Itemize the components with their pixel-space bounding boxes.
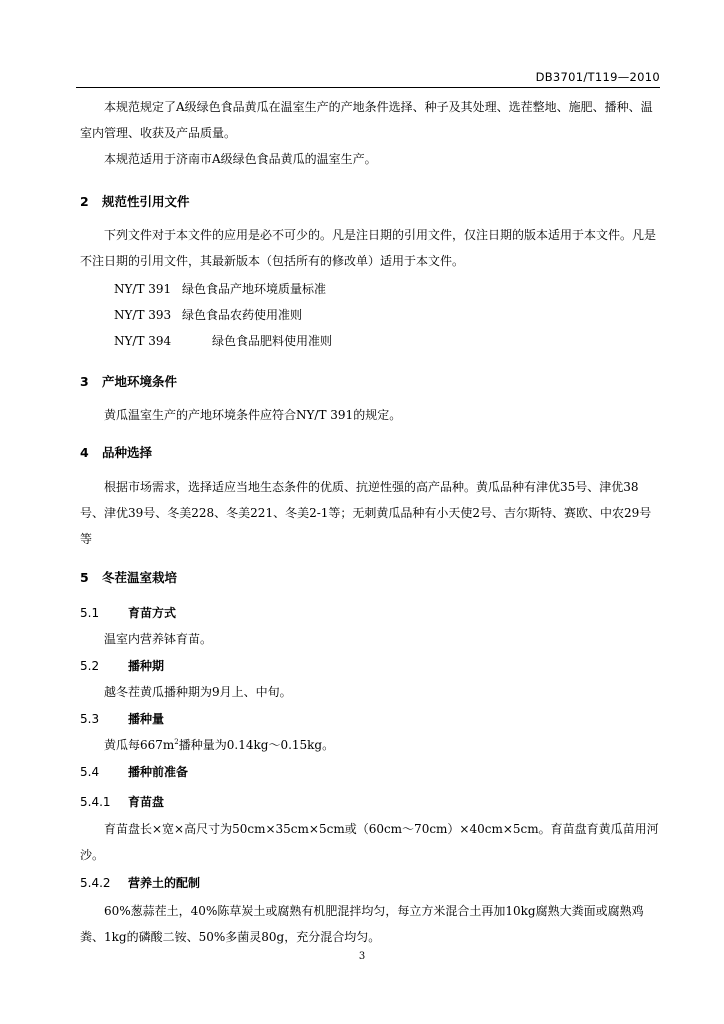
section-title: 冬茬温室栽培	[102, 570, 178, 585]
subsection-title: 播种量	[128, 712, 165, 726]
subsection-number: 5.2	[80, 659, 100, 673]
section-number: 5	[80, 570, 89, 585]
section-3-heading	[80, 372, 177, 390]
subsection-5-1-paragraph: 温室内营养钵育苗。	[104, 632, 213, 646]
header-rule	[76, 87, 660, 88]
section-2-heading	[80, 192, 190, 210]
subsection-5-3-heading	[80, 710, 164, 727]
subsection-5-4-1-heading	[80, 793, 164, 810]
subsection-number: 5.3	[80, 712, 100, 726]
subsection-5-4-heading	[80, 763, 188, 780]
subsection-5-2-paragraph: 越冬茬黄瓜播种期为9月上、中旬。	[104, 685, 292, 699]
section-3-paragraph: 黄瓜温室生产的产地环境条件应符合NY/T 391的规定。	[104, 408, 402, 422]
reference-title: 绿色食品农药使用准则	[182, 308, 303, 322]
subsection-title: 育苗方式	[128, 606, 177, 620]
section-title: 产地环境条件	[102, 374, 178, 389]
section-4-heading	[80, 443, 152, 461]
reference-item	[114, 306, 302, 323]
page-number: 3	[358, 951, 366, 962]
subsection-title: 播种前准备	[128, 765, 189, 779]
scope-paragraph-2: 本规范适用于济南市A级绿色食品黄瓜的温室生产。	[104, 152, 377, 166]
subsection-title: 育苗盘	[128, 795, 165, 809]
scope-paragraph-1: 本规范规定了A级绿色食品黄瓜在温室生产的产地条件选择、种子及其处理、选茬整地、施肥、播种、温室内管理、收获及产品质量。	[80, 100, 653, 140]
text-run: 黄瓜每667m	[104, 738, 175, 752]
subsection-5-4-2-heading	[80, 874, 200, 891]
section-number: 4	[80, 445, 89, 460]
section-number: 3	[80, 374, 89, 389]
section-2-paragraph: 下列文件对于本文件的应用是必不可少的。凡是注日期的引用文件，仅注日期的版本适用于本文件。凡是不注日期的引用文件，其最新版本（包括所有的修改单）适用于本文件。	[80, 228, 657, 268]
reference-code: NY/T 394	[114, 334, 172, 348]
reference-item	[114, 280, 326, 297]
reference-item	[114, 332, 332, 349]
section-title: 品种选择	[102, 445, 153, 460]
section-number: 2	[80, 194, 89, 209]
subsection-number: 5.4.2	[80, 876, 111, 890]
text-run: 播种量为0.14kg～0.15kg。	[178, 738, 335, 752]
subsection-5-3-paragraph	[80, 732, 662, 758]
subsection-title: 播种期	[128, 659, 165, 673]
subsection-5-4-1-paragraph: 育苗盘长×宽×高尺寸为50cm×35cm×5cm或（60cm～70cm）×40cm×5cm。育苗盘育黄瓜苗用河沙。	[80, 822, 659, 862]
subsection-title: 营养土的配制	[128, 876, 201, 890]
superscript: 2	[174, 738, 179, 746]
reference-code: NY/T 391	[114, 282, 172, 296]
section-5-heading	[80, 568, 177, 586]
document-id: DB3701/T119—2010	[535, 70, 660, 84]
subsection-number: 5.1	[80, 606, 100, 620]
subsection-number: 5.4.1	[80, 795, 111, 809]
section-4-paragraph: 根据市场需求，选择适应当地生态条件的优质、抗逆性强的高产品种。黄瓜品种有津优35号、津优38号、津优39号、冬美228、冬美221、冬美2-1等；无刺黄瓜品种有小天使2号、吉尔斯特、赛欧、中农29号等	[80, 480, 652, 546]
section-title: 规范性引用文件	[102, 194, 190, 209]
subsection-5-2-heading	[80, 657, 164, 674]
reference-code: NY/T 393	[114, 308, 172, 322]
subsection-5-4-2-paragraph: 60%葱蒜茬土，40%陈草炭土或腐熟有机肥混拌均匀，每立方米混合土再加10kg腐熟大粪面或腐熟鸡粪、1kg的磷酸二铵、50%多菌灵80g，充分混合均匀。	[80, 904, 644, 944]
subsection-number: 5.4	[80, 765, 100, 779]
reference-title: 绿色食品肥料使用准则	[212, 334, 333, 348]
reference-title: 绿色食品产地环境质量标准	[182, 282, 327, 296]
subsection-5-1-heading	[80, 604, 176, 621]
